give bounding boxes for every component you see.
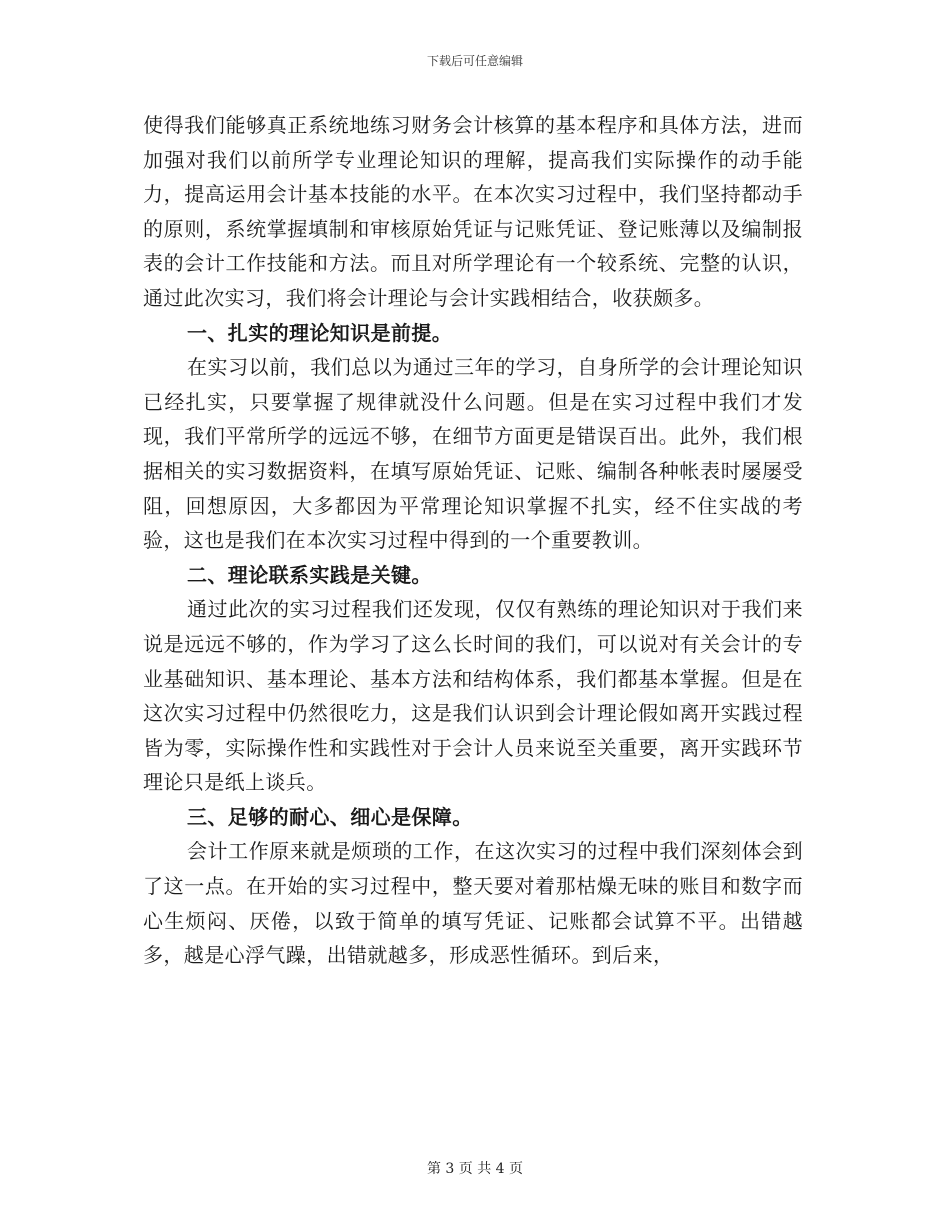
section-heading-1: 一、扎实的理论知识是前提。 bbox=[187, 320, 453, 345]
section-heading-2: 二、理论联系实践是关键。 bbox=[187, 562, 432, 587]
paragraph-1: 使得我们能够真正系统地练习财务会计核算的基本程序和具体方法，进而加强对我们以前所学专业理论知识的理解，提高我们实际操作的动手能力，提高运用会计基本技能的水平。在本次实习过程中，我们坚持都动手的原则，系统掌握填制和审核原始凭证与记账凭证、登记账薄以及编制报表的会计工作技能和方法。而且对所学理论有一个较系统、完整的认识，通过此次实习，我们将会计理论与会计实践相结合，收获颇多。 bbox=[143, 113, 803, 310]
paragraph-3: 通过此次的实习过程我们还发现，仅仅有熟练的理论知识对于我们来说是远远不够的，作为学习了这么长时间的我们，可以说对有关会计的专业基础知识、基本理论、基本方法和结构体系，我们都基本掌握。但是在这次实习过程中仍然很吃力，这是我们认识到会计理论假如离开实践过程皆为零，实际操作性和实践性对于会计人员来说至关重要，离开实践环节理论只是纸上谈兵。 bbox=[143, 597, 803, 795]
page-header: 下载后可任意编辑 bbox=[426, 54, 523, 68]
paragraph-4: 会计工作原来就是烦琐的工作，在这次实习的过程中我们深刻体会到了这一点。在开始的实习过程中，整天要对着那枯燥无味的账目和数字而心生烦闷、厌倦，以致于简单的填写凭证、记账都会试算不平。出错越多，越是心浮气躁，出错就越多，形成恶性循环。到后来， bbox=[143, 839, 803, 968]
paragraph-2: 在实习以前，我们总以为通过三年的学习，自身所学的会计理论知识已经扎实，只要掌握了规律就没什么问题。但是在实习过程中我们才发现，我们平常所学的远远不够，在细节方面更是错误百出。此外，我们根据相关的实习数据资料，在填写原始凭证、记账、编制各种帐表时屡屡受阻，回想原因，大多都因为平常理论知识掌握不扎实，经不住实战的考验，这也是我们在本次实习过程中得到的一个重要教训。 bbox=[143, 355, 803, 553]
document-body bbox=[143, 108, 803, 973]
section-heading-3: 三、足够的耐心、细心是保障。 bbox=[187, 804, 473, 829]
page-footer: 第 3 页 共 4 页 bbox=[426, 1161, 524, 1177]
